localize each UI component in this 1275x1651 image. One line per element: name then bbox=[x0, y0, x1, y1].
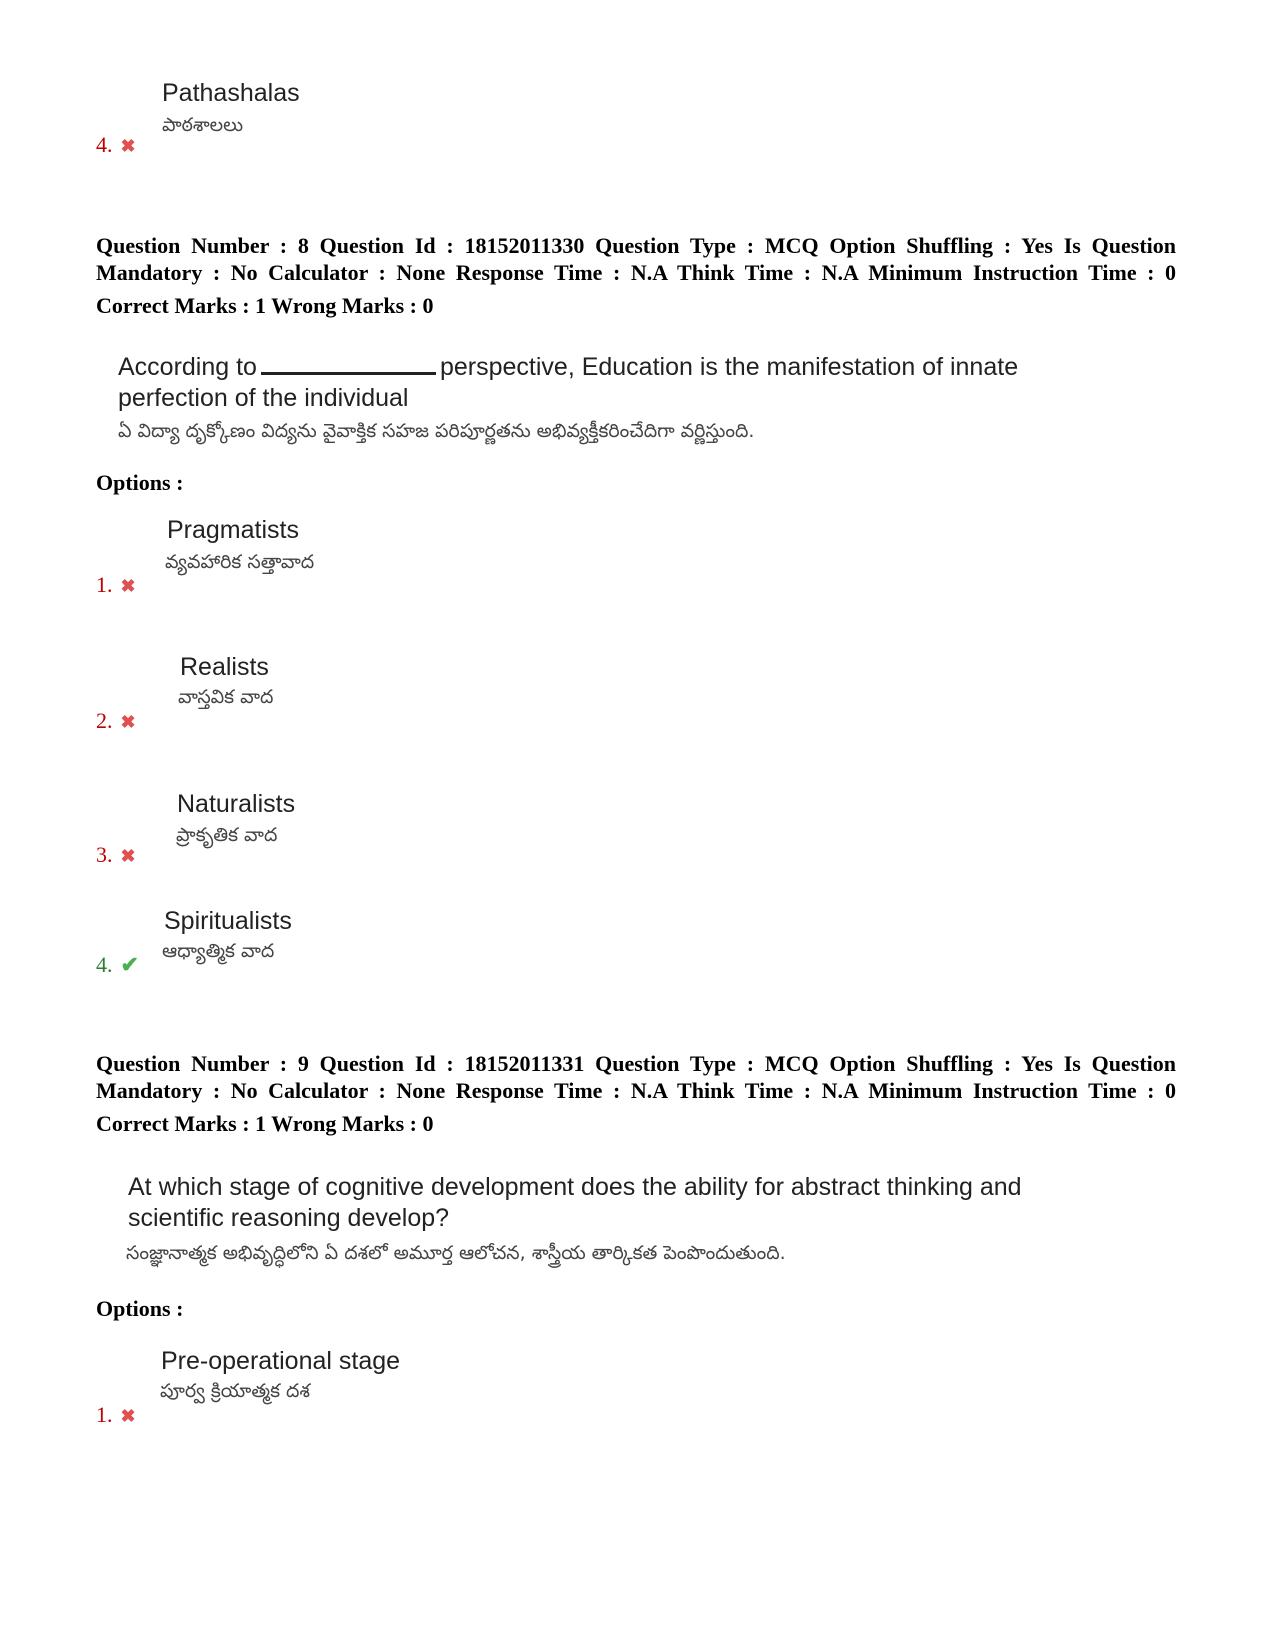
question-9-text-line2: scientific reasoning develop? bbox=[128, 1204, 450, 1232]
question-8-text-line2: perfection of the individual bbox=[118, 384, 409, 412]
option-number bbox=[96, 132, 136, 158]
option-english: Pre-operational stage bbox=[161, 1347, 401, 1375]
question-9-text-line1: At which stage of cognitive development does the ability for abstract thinking and bbox=[128, 1173, 1022, 1201]
option-telugu: వ్యవహారిక సత్తావాద bbox=[165, 551, 315, 573]
option-number bbox=[96, 572, 136, 598]
option-english: Realists bbox=[180, 653, 269, 681]
question-9-meta-line1: Question Number : 9 Question Id : 18152011331 Question Type : MCQ Option Shuffling : Yes Is Question bbox=[96, 1051, 1176, 1076]
answer-blank bbox=[261, 372, 436, 375]
option-english: Pragmatists bbox=[167, 516, 299, 544]
option-english: Spiritualists bbox=[164, 907, 292, 935]
question-8-marks: Correct Marks : 1 Wrong Marks : 0 bbox=[96, 293, 434, 318]
options-label: Options : bbox=[96, 470, 184, 495]
option-telugu: వాస్తవిక వాద bbox=[178, 686, 274, 708]
option-number bbox=[96, 842, 136, 868]
option-number-label: 1. bbox=[96, 1402, 113, 1427]
question-8-meta-line1: Question Number : 8 Question Id : 18152011330 Question Type : MCQ Option Shuffling : Yes Is Question bbox=[96, 233, 1176, 258]
question-8-text-after: perspective, Education is the manifestation of innate bbox=[439, 353, 1019, 381]
wrong-mark-icon: ✖ bbox=[120, 846, 136, 866]
wrong-mark-icon: ✖ bbox=[120, 712, 136, 732]
option-number bbox=[96, 708, 136, 734]
option-telugu: పూర్వ క్రియాత్మక దశ bbox=[160, 1380, 310, 1402]
option-telugu: ఆధ్యాత్మిక వాద bbox=[162, 940, 275, 962]
question-8-text bbox=[118, 352, 1118, 414]
question-9-meta-line2: Mandatory : No Calculator : None Response Time : N.A Think Time : N.A Minimum Instruction Time : 0 bbox=[96, 1078, 1176, 1103]
option-number-label: 4. bbox=[96, 952, 113, 977]
question-9-telugu: సంజ్ఞానాత్మక అభివృద్ధిలోని ఏ దశలో అమూర్త ఆలోచన, శాస్త్రీయ తార్కికత పెంపొందుతుంది. bbox=[126, 1242, 786, 1264]
option-number bbox=[96, 952, 139, 978]
question-8-text-before: According to bbox=[118, 353, 257, 381]
option-english: Naturalists bbox=[177, 790, 296, 818]
question-9-marks: Correct Marks : 1 Wrong Marks : 0 bbox=[96, 1111, 434, 1136]
option-number-label: 3. bbox=[96, 842, 113, 867]
option-number bbox=[96, 1402, 136, 1428]
option-telugu: పాఠశాలలు bbox=[162, 114, 244, 136]
option-number-label: 1. bbox=[96, 572, 113, 597]
option-number-label: 4. bbox=[96, 132, 113, 157]
correct-check-icon: ✔ bbox=[120, 952, 139, 977]
wrong-mark-icon: ✖ bbox=[120, 576, 136, 596]
options-label: Options : bbox=[96, 1296, 184, 1321]
option-number-label: 2. bbox=[96, 708, 113, 733]
option-english: Pathashalas bbox=[162, 79, 300, 107]
question-9-text bbox=[128, 1172, 1148, 1234]
option-telugu: ప్రాకృతిక వాద bbox=[176, 824, 278, 846]
wrong-mark-icon: ✖ bbox=[120, 1406, 136, 1426]
wrong-mark-icon: ✖ bbox=[120, 136, 136, 156]
question-8-telugu: ఏ విద్యా దృక్కోణం విద్యను వైవాక్తిక సహజ పరిపూర్ణతను అభివ్యక్తీకరించేదిగా వర్ణిస్తుంది. bbox=[118, 420, 755, 442]
question-8-meta-line2: Mandatory : No Calculator : None Response Time : N.A Think Time : N.A Minimum Instruction Time : 0 bbox=[96, 260, 1176, 285]
